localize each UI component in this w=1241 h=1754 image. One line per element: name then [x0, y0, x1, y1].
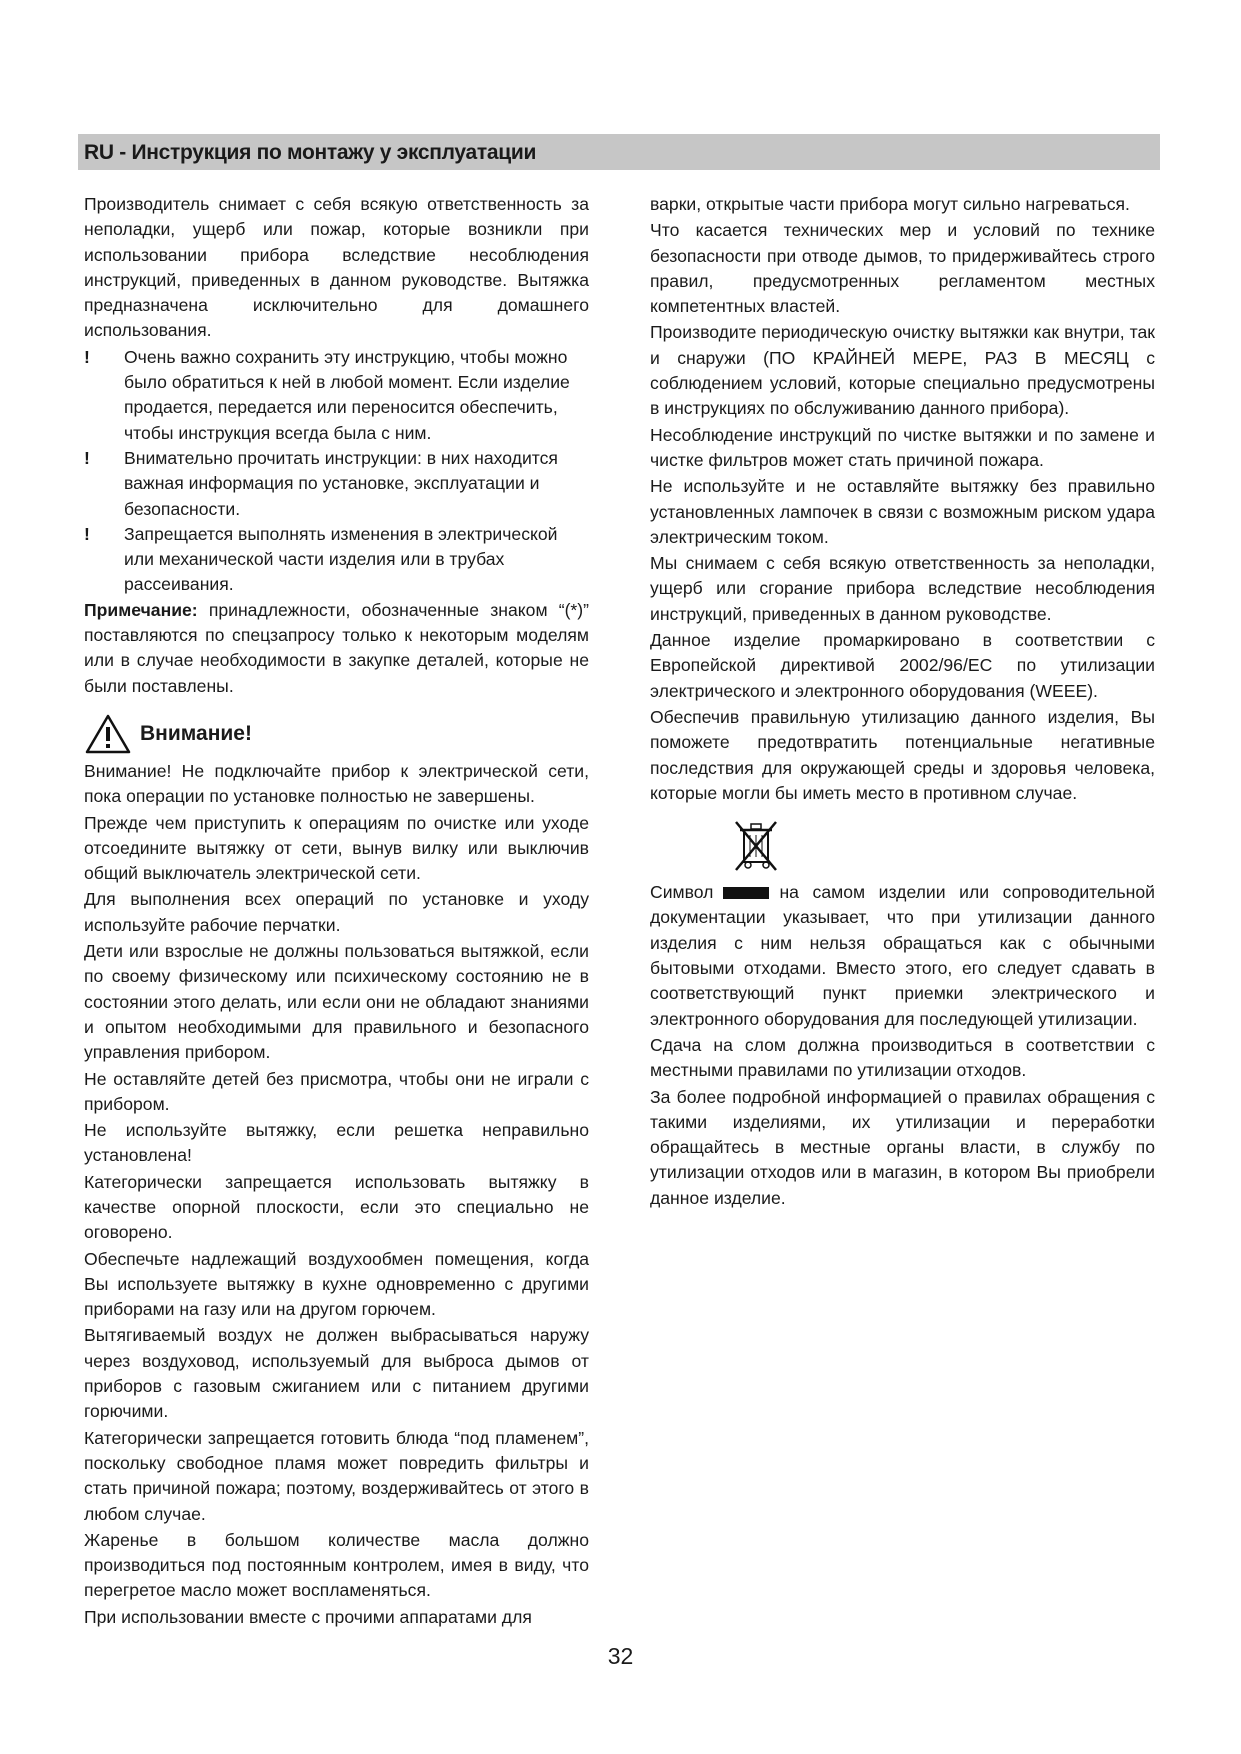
warning-paragraph: Жаренье в большом количестве масла должно производиться под постоянным контролем, имея в виду, что перегретое масло может воспламеняться. [84, 1529, 589, 1601]
warning-paragraph: Не используйте вытяжку, если решетка неправильно установлена! [84, 1120, 589, 1166]
warning-paragraph: Обеспечьте надлежащий воздухообмен помещения, когда Вы используете вытяжку в кухне одновременно с другими приборами на газу или на другом горючем. [84, 1248, 589, 1320]
crossed-out-bin-icon [730, 816, 782, 876]
bullet-text: Запрещается выполнять изменения в электрической или механической части изделия или в трубах рассеивания. [124, 523, 558, 595]
paragraph: Данное изделие промаркировано в соответствии с Европейской директивой 2002/96/EC по утилизации электрического и электронного оборудования (WEEE). [650, 630, 1155, 701]
bullet-item [84, 522, 589, 598]
paragraph: Мы снимаем с себя всякую ответственность за неполадки, ущерб или сгорание прибора вследствие несоблюдения инструкций, приведенных в данном руководстве. [650, 553, 1155, 624]
paragraph: Сдача на слом должна производиться в соответствии с местными правилами по утилизации отходов. [650, 1034, 1155, 1081]
note-paragraph [84, 598, 589, 699]
right-column [650, 192, 1155, 1212]
warning-paragraph: Прежде чем приступить к операциям по очистке или уходе отсоедините вытяжку от сети, вынув вилку или выключив общий выключатель электрической сети. [84, 812, 589, 884]
warning-paragraph: При использовании вместе с прочими аппаратами для [84, 1606, 532, 1627]
bullet-item [84, 345, 589, 446]
section-title: RU - Инструкция по монтажу у эксплуатации [84, 141, 537, 164]
paragraph: Обеспечив правильную утилизацию данного изделия, Вы поможете предотвратить потенциальные негативные последствия для окружающей среды и здоровья человека, которые могли бы иметь место в противном случае. [650, 706, 1155, 803]
left-column [84, 192, 589, 1631]
warning-paragraph: Вытягиваемый воздух не должен выбрасываться наружу через воздуховод, используемый для выброса дымов от приборов с газовым сжиганием или с питанием другими горючими. [84, 1325, 589, 1422]
paragraph: Производите периодическую очистку вытяжки как внутри, так и снаружи (ПО КРАЙНЕЙ МЕРЕ, РАЗ В МЕСЯЦ с соблюдением условий, которые специально предусмотрены в инструкциях по обслуживанию данного прибора). [650, 322, 1155, 419]
warning-triangle-icon [84, 713, 132, 755]
warning-paragraph: Не оставляйте детей без присмотра, чтобы они не играли с прибором. [84, 1068, 589, 1114]
paragraph: Не используйте и не оставляйте вытяжку без правильно установленных лампочек в связи с возможным риском удара электрическим током. [650, 476, 1155, 547]
warning-title: Внимание! [140, 722, 252, 746]
note-label: Примечание: [84, 599, 198, 620]
exclamation-mark: ! [84, 523, 90, 544]
paragraph: варки, открытые части прибора могут сильно нагреваться. [650, 194, 1130, 214]
warning-paragraph: Дети или взрослые не должны пользоваться вытяжкой, если по своему физическому или психическому состоянию не в состоянии этого делать, или если они не обладают знаниями и опытом необходимыми для правильного и безопасного управления прибором. [84, 941, 589, 1063]
page-number: 32 [607, 1643, 634, 1669]
warning-paragraph: Для выполнения всех операций по установке и уходу используйте рабочие перчатки. [84, 889, 589, 935]
paragraph: За более подробной информацией о правилах обращения с такими изделиями, их утилизации и переработки обращайтесь в местные органы власти, в службу по утилизации отходов или в магазин, в котором Вы приобрели данное изделие. [650, 1086, 1155, 1208]
safety-bullet-list [84, 345, 589, 598]
symbol-text: на самом изделии или сопроводительной документации указывает, что при утилизации данного изделия с ним нельзя обращаться как с обычными бытовыми отходами. Вместо этого, его следует сдавать в соответствующий пункт приемки электрического и электронного оборудования для последующей утилизации. [650, 882, 1155, 1029]
intro-paragraph: Производитель снимает с себя всякую ответственность за неполадки, ущерб или пожар, которые возникли при использовании прибора вследствие несоблюдения инструкций, приведенных в данном руководстве. Вытяжка предназначена исключительно для домашнего использования. [84, 194, 589, 341]
section-header-bar [78, 134, 1160, 170]
bullet-text: Внимательно прочитать инструкции: в них находится важная информация по установке, эксплуатации и безопасности. [124, 447, 558, 519]
paragraph: Что касается технических мер и условий по технике безопасности при отводе дымов, то придерживайтесь строго правил, предусмотренных регламентом местных компетентных властей. [650, 220, 1155, 317]
warning-paragraph: Внимание! Не подключайте прибор к электрической сети, пока операции по установке полностью не завершены. [84, 760, 589, 807]
exclamation-mark: ! [84, 346, 90, 367]
note-text: принадлежности, обозначенные знаком “(*)” поставляются по спецзапросу только к некоторым моделям или в случае необходимости в закупке деталей, которые не были поставлены. [84, 599, 589, 696]
bullet-text: Очень важно сохранить эту инструкцию, чтобы можно было обратиться к ней в любой момент. Если изделие продается, передается или переносится обеспечить, чтобы инструкция всегда была с ним. [124, 346, 570, 443]
bullet-item [84, 446, 589, 522]
exclamation-mark: ! [84, 447, 90, 468]
symbol-prefix: Символ [650, 882, 714, 903]
black-bar-symbol-icon [723, 887, 769, 899]
warning-heading [84, 713, 589, 755]
paragraph: Несоблюдение инструкций по чистке вытяжки и по замене и чистке фильтров может стать причиной пожара. [650, 424, 1155, 470]
symbol-paragraph [650, 880, 1155, 1032]
warning-paragraph: Категорически запрещается использовать вытяжку в качестве опорной плоскости, если это специально не оговорено. [84, 1171, 589, 1243]
warning-paragraph: Категорически запрещается готовить блюда “под пламенем”, поскольку свободное пламя может повредить фильтры и стать причиной пожара; поэтому, воздерживайтесь от этого в любом случае. [84, 1427, 589, 1524]
